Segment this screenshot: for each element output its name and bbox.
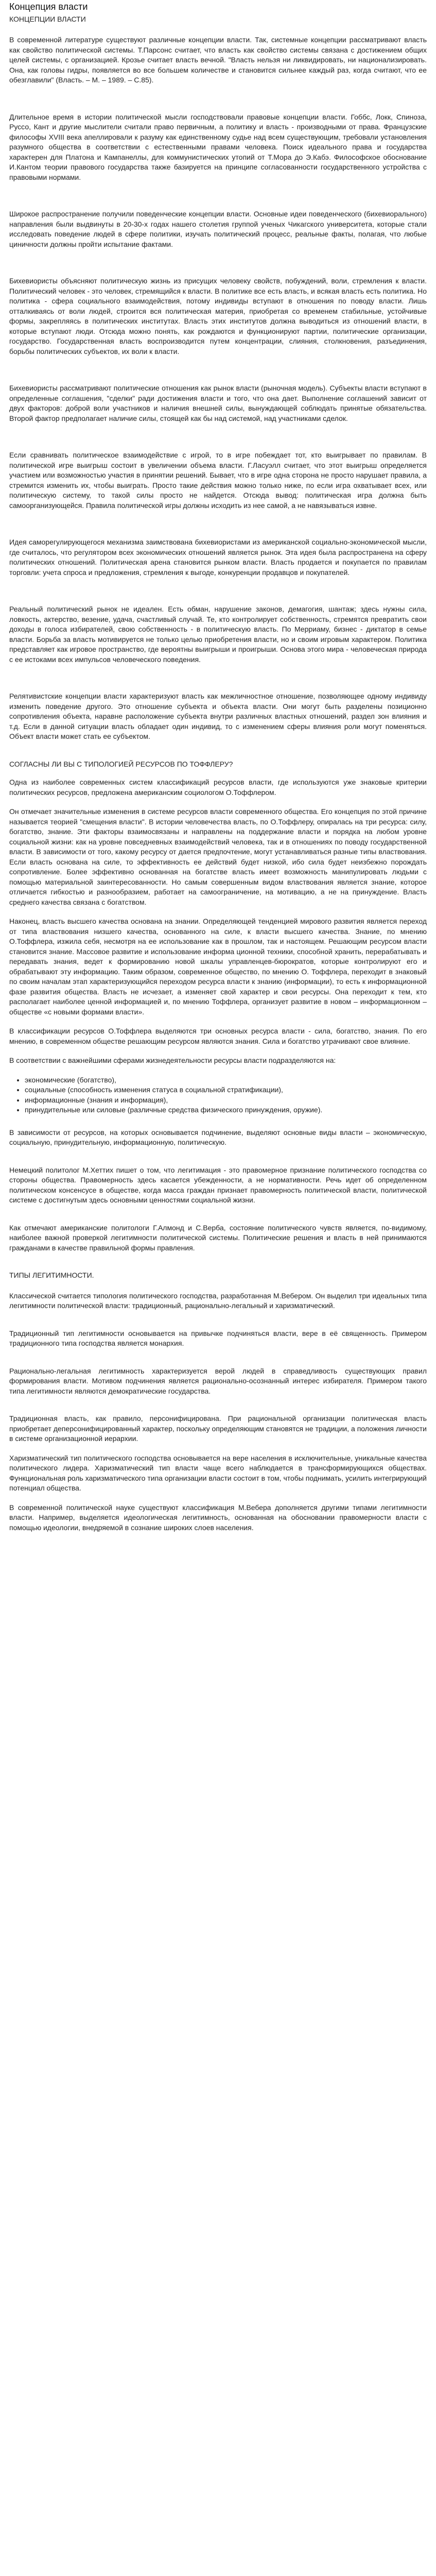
list-item: • социальные (способность изменения статуса в социальной стратификации), <box>25 1085 427 1095</box>
paragraph-power-shift: Он отмечает значительные изменения в системе ресурсов власти современного общества. Его концепция по этой причине называется теорией "смещения власти". В истории человечества власть, по О.Тоффлеру, опиралась на три ресурса: силу, богатство, знание. Эти факторы взаимосвязаны и направлены на поддержание власти и порядка на любом уровне социальной жизни: как на уровне повседневных взаимодействий человека, так и в отношениях по поводу государственной власти. В зависимости от того, какому ресурсу от дается предпочтение, могут устанавливаться разные типы властвования. Если власть основана на силе, то эффективность ее действий будет низкой, ибо сила будет неизбежно порождать сопротивление. Более эффективно основанная на богатстве власть имеет возможность манипулировать людьми с помощью материальной заинтересованности. Но самым совершенным видом властвования является знание, которое отличается гибкостью и разнообразием, работает на самоограничение, на мотивацию, а не на принуждение. Власть среднего качества связана с богатством. <box>9 807 427 906</box>
paragraph-power-kinds: В зависимости от ресурсов, на которых основывается подчинение, выделяют основные виды власти – экономическую, социальную, принудительную, информационную, политическую. <box>9 1128 427 1146</box>
section-heading-legitimacy: ТИПЫ ЛЕГИТИМНОСТИ. <box>9 1271 94 1279</box>
paragraph-personification: Традиционная власть, как правило, персонифицирована. При рациональной организации политическая власть приобретает деперсонифицированный характер, поскольку определяющим становятся не традиции, а положения личности в системе организационной иерархии. <box>9 1414 427 1443</box>
paragraph-charismatic-type: Харизматический тип политического господства основывается на вере населения в исключительные, уникальные качества политического лидера. Харизматический тип власти чаще всего наблюдается в трансформирующихся обществах. Функциональная роль харизматического типа организации власти состоит в том, чтобы поднимать, усилить интегрирующий потенциал общества. <box>9 1453 427 1492</box>
paragraph-weber-typology: Классической считается типология политического господства, разработанная М.Вебером. Он выделил три идеальных типа легитимности политической власти: традиционный, рационально-легальный и харизматический. <box>9 1291 427 1310</box>
list-item: • экономические (богатство), <box>25 1075 427 1086</box>
article <box>0 1 436 1533</box>
resource-types-list <box>9 1075 427 1115</box>
paragraph-toffler-intro: Одна из наиболее современных систем классификаций ресурсов власти, где используются уже знаковые критерии политических ресурсов, предложена американским социологом О.Тоффлером. <box>9 778 427 796</box>
list-item: • информационные (знания и информация), <box>25 1095 427 1106</box>
section-heading-toffler: СОГЛАСНЫ ЛИ ВЫ С ТИПОЛОГИЕЙ РЕСУРСОВ ПО ТОФФЛЕРУ? <box>9 759 233 768</box>
paragraph-relativist-concepts: Релятивистские концепции власти характеризуют власть как межличностное отношение, позволяющее одному индивиду изменить поведение другого. Это отношение субъекта и объекта власти. Они могут быть разделены позиционно сопротивления объекта, наравне расположение субъекта внутри различных властных отношений, раздел зон влияния и т.д. Если в данной ситуации власть обладает один индивид, то с изменением сферы влияния роли могут поменяться. Объект власти может стать ее субъектом. <box>9 692 427 740</box>
paragraph-game-model: Если сравнивать политическое взаимодействие с игрой, то в игре побеждает тот, кто выигрывает по правилам. В политической игре выигрыш состоит в увеличении объема власти. Г.Ласуэлл считает, что этот выигрыш определяется участием или возможностью участия в принятии решений. Бывает, что в игре одна сторона не просто нарушает правила, а стремится изменить их, чтобы выиграть. Просто такие действия можно только ниже, по если игра охватывает всех, или политическую систему, то такой силы просто не найдется. Отсюда вывод: политическая игра должна быть самоорганизующейся. Правила политической игры должны исходить из нее самой, а не навязываться извне. <box>9 451 427 510</box>
paragraph-behaviorists-political-life: Бихевиористы объясняют политическую жизнь из присущих человеку свойств, побуждений, воли, стремления к власти. Политический человек - это человек, стремящийся к власти. В политике все есть власть, и всякая власть есть политика. Но политика - сфера социального взаимодействия, потому индивиды вступают в отношения по поводу власти. Лишь отталкиваясь от воли людей, строится вся политическая материя, приобретая со временем стабильные, устойчивые формы, закрепляясь в политических институтах. Власть этих институтов должна выводиться из отношений власти, в которые вступают люди. Отсюда можно понять, как рождаются и функционируют партии, политические организации, государство. Государственная власть воспроизводится путем концентрации, слияния, столкновения, разъединения, борьбы политических субъектов, их воли к власти. <box>9 277 427 355</box>
paragraph-legal-concepts: Длительное время в истории политической мысли господствовали правовые концепции власти. Гоббс, Локк, Спиноза, Руссо, Кант и другие мыслители считали право первичным, а политику и власть - производными от права. Французские философы XVIII века апеллировали к разуму как единственному судье над всем существующим, требовали установления разумного общества в соответствии с естественными правами человека. Поиск идеального права и государства характерен для Платона и Кампанеллы, для коммунистических утопий от Т.Мора до Э.Кабэ. Философское обоснование И.Кантом теории правового государства также базируется на принципе согласованности государственного устройства с правовыми нормами. <box>9 112 427 181</box>
paragraph-system-concepts: В современной литературе существуют различные концепции власти. Так, системные концепции рассматривают власть как свойство политической системы. Т.Парсонс считает, что власть как свойство системы связана с достижением общих целей системы, с организацией. Крозье считает власть вечной. "Власть нельзя ни ликвидировать, ни национализировать. Она, как головы гидры, появляется во все большем количестве и становится сильнее каждый раз, когда считают, что ее обезглавили" (Власть. – М. – 1989. – С.85). <box>9 36 427 84</box>
paragraph-toffler-classification: В классификации ресурсов О.Тоффлера выделяются три основных ресурса власти - сила, богатство, знания. По его мнению, в современном обществе решающим ресурсом являются знания. Сила и богатство утрачивают свое влияние. <box>9 1027 427 1045</box>
paragraph-self-regulation: Идея саморегулирующегося механизма заимствована бихевиористами из американской социально-экономической мысли, где считалось, что регулятором всех экономических отношений является рынок. Эта идея была распространена на сферу политических отношений. Политическая арена становится рынком власти. Власть продается и покупается по правилам торговли: учета спроса и предложения, стремления к выгоде, конкуренции продавцов и покупателей. <box>9 538 427 577</box>
page-title: Концепция власти <box>9 2 88 12</box>
paragraph-market-model: Бихевиористы рассматривают политические отношения как рынок власти (рыночная модель). Субъекты власти вступают в определенные соглашения, "сделки" ради достижения власти и того, что она дает. Выполнение соглашений зависит от двух факторов: доброй воли участников и наличия внешней силы, вынуждающей соблюдать принятые обязательства. Второй фактор предполагает наличие силы, стоящей как бы над системой, над участниками сделок. <box>9 384 427 422</box>
list-item: • принудительные или силовые (различные средства физического принуждения, оружие). <box>25 1105 427 1115</box>
paragraph-hettich-legitimation: Немецкий политолог М.Хеттих пишет о том, что легитимация - это правомерное признание политического господства со стороны общества. Правомерность здесь касается убежденности, а не нормативности. Речь идет об определенном политическом консенсусе в обществе, когда масса граждан признает правомерность политической власти, политической системе с достигнутым здесь основными ценностями социальной жизни. <box>9 1165 427 1204</box>
paragraph-real-market: Реальный политический рынок не идеален. Есть обман, нарушение законов, демагогия, шантаж; здесь нужны сила, ловкость, актерство, везение, удача, счастливый случай. Те, кто контролирует собственность, стремятся превратить свои доходы в голоса избирателей, свою собственность - в политическую власть. По Мерриаму, бизнес - диктатор в семье власти. Борьба за власть мотивируется не только целью приобретения власти, но и своим игровым характером. Политика представляет как игровое пространство, где вероятны выигрыши и проигрыши. Основа этого мира - человеческая природа с ее истоками всех импульсов человеческого поведения. <box>9 605 427 664</box>
paragraph-modern-classification: В современной политической науке существуют классификация М.Вебера дополняется другими типами легитимности власти. Например, выделяется идеологическая легитимность, основанная на обосновании правомерности власти с помощью идеологии, внедряемой в сознание широких слоев населения. <box>9 1503 427 1532</box>
paragraph-almond-verba: Как отмечают американские политологи Г.Алмонд и С.Верба, состояние политического чувств является, по-видимому, наиболее важной проверкой легитимности политической системы. Политические решения и власть в ней принимаются гражданами в качестве правильной формы правления. <box>9 1223 427 1252</box>
paragraph-resource-spheres: В соответствии с важнейшими сферами жизнедеятельности ресурсы власти подразделяются на: <box>9 1056 336 1064</box>
paragraph-rational-legal-type: Рационально-легальная легитимность характеризуется верой людей в справедливость существующих правил формирования власти. Мотивом подчинения является рационально-осознанный интерес избирателя. Примером такого типа легитимности являются демократические государства. <box>9 1366 427 1395</box>
paragraph-traditional-type: Традиционный тип легитимности основывается на привычке подчиняться власти, вере в её священность. Примером традиционного типа господства является монархия. <box>9 1329 427 1347</box>
page-subtitle: КОНЦЕПЦИИ ВЛАСТИ <box>9 15 86 23</box>
paragraph-behavioral-concepts: Широкое распространение получили поведенческие концепции власти. Основные идеи поведенческого (бихевиорального) направления были выдвинуты в 20-30-х годах нашего столетия группой ученых Чикагского университета, которые стали исследовать поведение людей в сфере политики, изучать политический процесс, реальные факты, полагая, что любые циничности должны пройти испытание фактами. <box>9 210 427 248</box>
paragraph-knowledge-power: Наконец, власть высшего качества основана на знании. Определяющей тенденцией мирового развития является переход от типа властвования низшего качества, основанного на силе, к власти высшего качества. Знание, по мнению О.Тоффлера, изжила себя, несмотря на ее использование как в прошлом, так и настоящем. Решающим ресурсом власти становится знание. Массовое развитие и использование информа ционной техники, способной хранить, перерабатывать и передавать знания, ведет к формированию новой шкалы управленцев-бюрократов, которые контролируют его и обрабатывают эту информацию. Таким образом, современное общество, по мнению О. Тоффлера, переходит в знаковый по своим началам этап характеризующийся переходом ресурса власти к знанию (информации), то есть к информационной фазе развития общества. Власть не исчезает, а изменяет свой характер и свои ресурсы. Она переходит к тем, кто располагает наиболее ценной информацией и, по мнению Тоффлера, организует развитие в новом – информационном – обществе «с новыми формами власти». <box>9 917 427 1016</box>
